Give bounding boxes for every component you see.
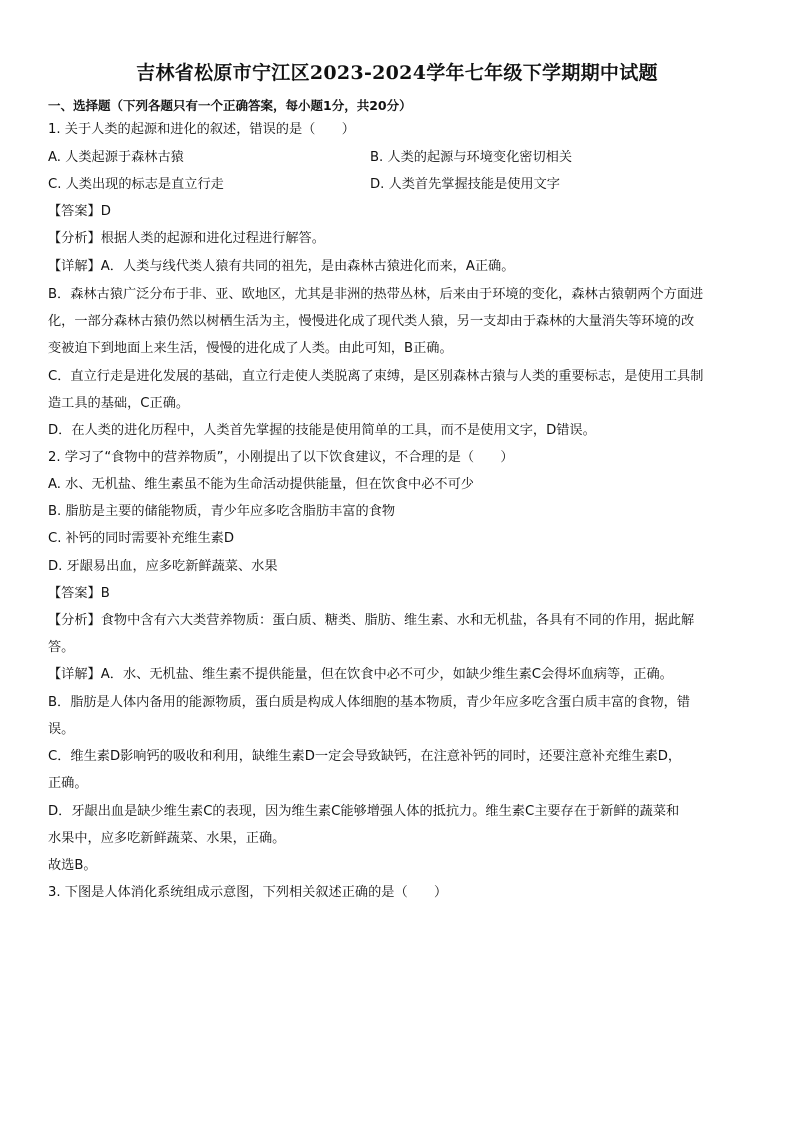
q2-detail-line: 正确。 (48, 776, 88, 791)
q1-analysis: 【分析】根据人类的起源和进化过程进行解答。 (48, 231, 325, 246)
q1-option-d: D. 人类首先掌握技能是使用文字 (370, 177, 560, 192)
q1-detail-line: 变被迫下到地面上来生活，慢慢的进化成了人类。由此可知，B正确。 (48, 341, 453, 356)
q2-detail-line: 误。 (48, 722, 75, 737)
q2-stem: 2. 学习了“食物中的营养物质”，小刚提出了以下饮食建议，不合理的是（ ） (48, 450, 514, 465)
q1-answer: 【答案】D (48, 204, 111, 219)
q2-analysis-line: 答。 (48, 640, 75, 655)
q1-stem: 1. 关于人类的起源和进化的叙述，错误的是（ ） (48, 122, 355, 137)
q2-detail-line: C．维生素D影响钙的吸收和利用，缺维生素D一定会导致缺钙，在注意补钙的同时，还要注意补充维生素D， (48, 749, 682, 764)
q3-stem: 3. 下图是人体消化系统组成示意图，下列相关叙述正确的是（ ） (48, 885, 448, 900)
q2-detail-line: D．牙龈出血是缺少维生素C的表现，因为维生素C能够增强人体的抵抗力。维生素C主要存在于新鲜的蔬菜和 (48, 804, 680, 819)
q1-detail-line: B．森林古猿广泛分布于非、亚、欧地区，尤其是非洲的热带丛林，后来由于环境的变化，森林古猿朝两个方面进 (48, 287, 704, 302)
q2-option-b: B. 脂肪是主要的储能物质，青少年应多吃含脂肪丰富的食物 (48, 504, 396, 519)
q1-option-a: A. 人类起源于森林古猿 (48, 150, 184, 165)
q2-answer: 【答案】B (48, 586, 110, 601)
q2-option-d: D. 牙龈易出血，应多吃新鲜蔬菜、水果 (48, 559, 278, 574)
q1-detail-line: 造工具的基础，C正确。 (48, 396, 190, 411)
q2-analysis-line: 【分析】食物中含有六大类营养物质：蛋白质、糖类、脂肪、维生素、水和无机盐，各具有不同的作用，据此解 (48, 613, 695, 628)
q1-detail-line: 化，一部分森林古猿仍然以树栖生活为主，慢慢进化成了现代类人猿，另一支却由于森林的大量消失等环境的改 (48, 314, 695, 329)
page-title: 吉林省松原市宁江区2023-2024学年七年级下学期期中试题 (136, 62, 658, 84)
q1-detail-line: 【详解】A．人类与线代类人猿有共同的祖先，是由森林古猿进化而来，A正确。 (48, 259, 515, 274)
q1-option-c: C. 人类出现的标志是直立行走 (48, 177, 224, 192)
q2-option-a: A. 水、无机盐、维生素虽不能为生命活动提供能量，但在饮食中必不可少 (48, 477, 474, 492)
q1-detail-line: C．直立行走是进化发展的基础，直立行走使人类脱离了束缚，是区别森林古猿与人类的重要标志，是使用工具制 (48, 369, 704, 384)
q2-detail-line: 水果中，应多吃新鲜蔬菜、水果，正确。 (48, 831, 286, 846)
q2-detail-line: 【详解】A．水、无机盐、维生素不提供能量，但在饮食中必不可少，如缺少维生素C会得坏血病等，正确。 (48, 667, 673, 682)
q1-detail-line: D．在人类的进化历程中，人类首先掌握的技能是使用简单的工具，而不是使用文字，D错误。 (48, 423, 596, 438)
q2-detail-line: 故选B。 (48, 858, 97, 873)
q2-option-c: C. 补钙的同时需要补充维生素D (48, 531, 234, 546)
q2-detail-line: B．脂肪是人体内备用的能源物质，蛋白质是构成人体细胞的基本物质，青少年应多吃含蛋白质丰富的食物，错 (48, 695, 691, 710)
section-heading: 一、选择题（下列各题只有一个正确答案，每小题1分，共20分） (48, 98, 412, 113)
q1-option-b: B. 人类的起源与环境变化密切相关 (370, 150, 573, 165)
